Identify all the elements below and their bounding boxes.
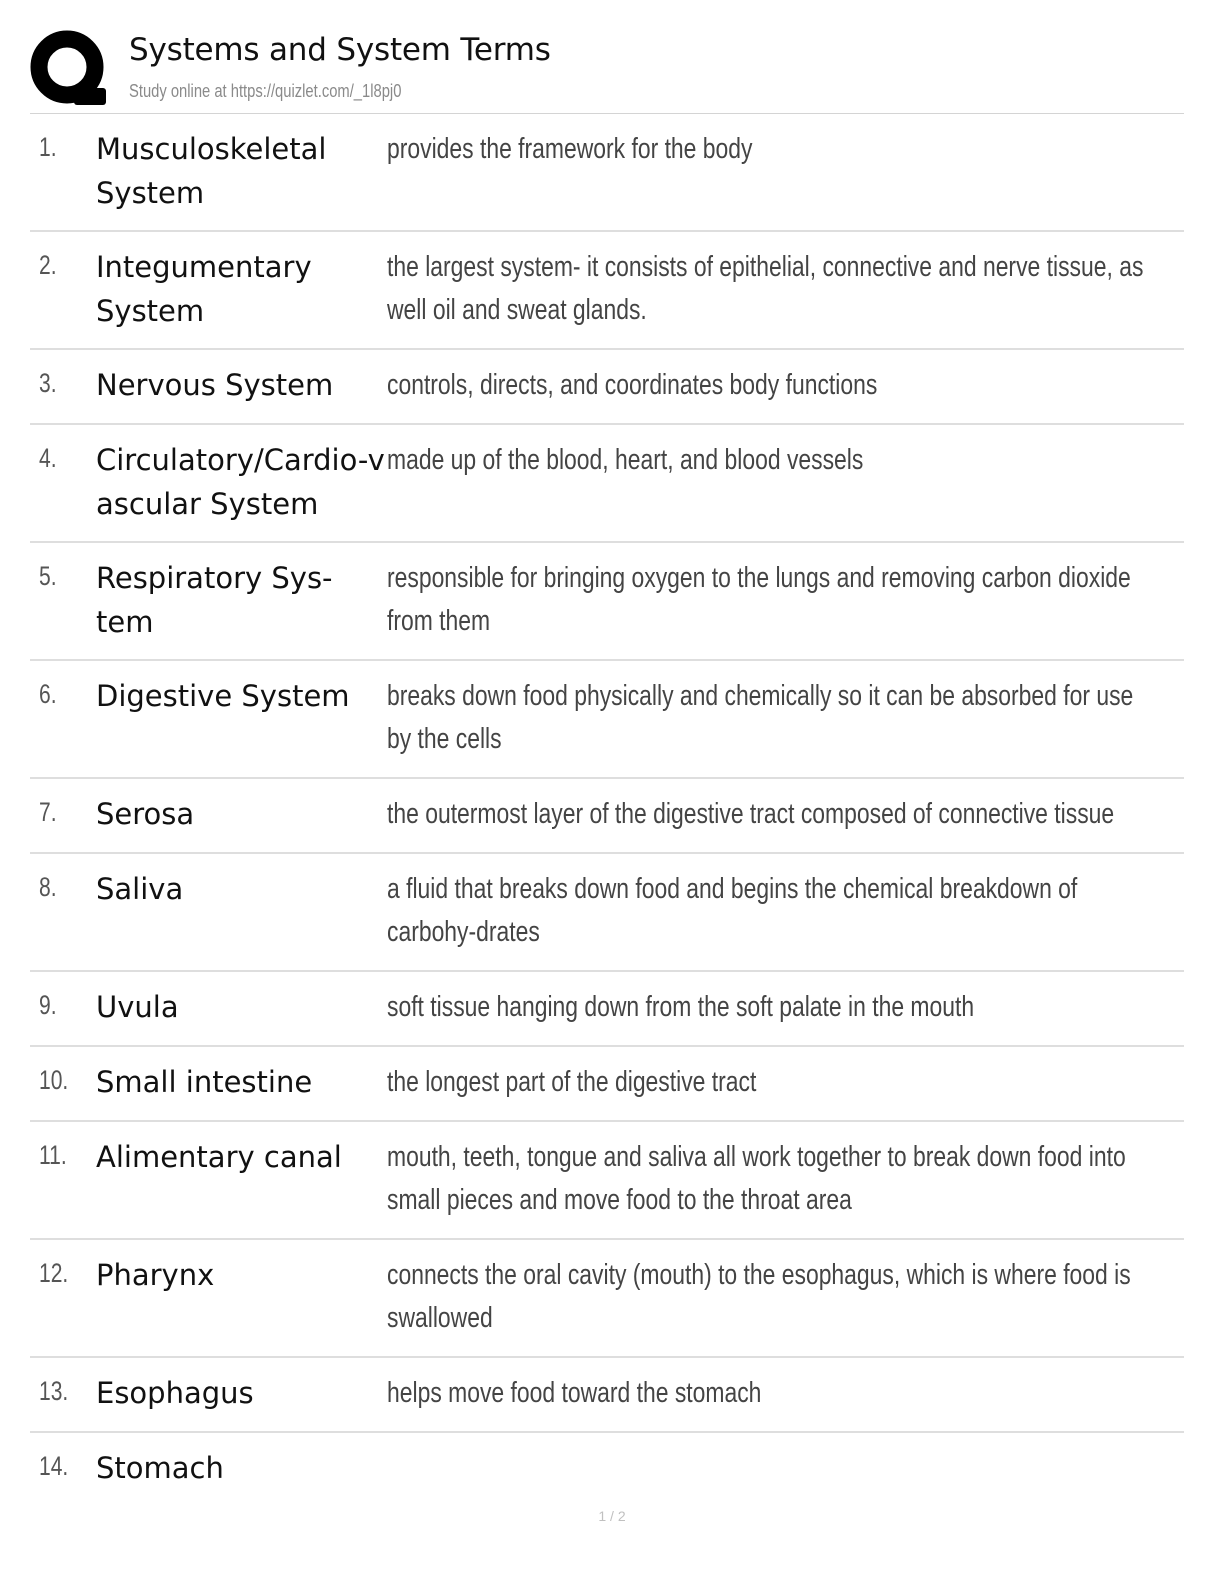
term-row xyxy=(30,1358,1184,1433)
term-row xyxy=(30,972,1184,1047)
term-definition: helps move food toward the stomach xyxy=(387,1377,762,1409)
term-definition: breaks down food physically and chemically so it can be absorbed for use by the cells xyxy=(387,680,1134,755)
term-number: 3. xyxy=(39,368,57,398)
term-definition: the longest part of the digestive tract xyxy=(387,1066,757,1098)
term-number: 2. xyxy=(39,250,57,280)
term-name: Stomach xyxy=(96,1451,224,1485)
term-definition: controls, directs, and coordinates body functions xyxy=(387,369,878,401)
term-number: 1. xyxy=(39,132,57,162)
term-name: Esophagus xyxy=(96,1376,254,1410)
term-row xyxy=(30,1433,1184,1508)
term-number: 11. xyxy=(39,1140,67,1170)
term-definition: a fluid that breaks down food and begins the chemical breakdown of carbohy-drates xyxy=(387,873,1078,948)
page-title: Systems and System Terms xyxy=(129,32,551,68)
term-number: 6. xyxy=(39,679,57,709)
term-name: Musculoskeletal System xyxy=(96,132,327,210)
term-name: Alimentary canal xyxy=(96,1140,342,1174)
term-name: Small intestine xyxy=(96,1065,313,1099)
term-name: Integumentary System xyxy=(96,250,312,328)
term-name: Nervous System xyxy=(96,368,334,402)
term-number: 7. xyxy=(39,797,57,827)
term-name: Circulatory/Cardio-vascular System xyxy=(96,443,385,521)
term-number: 13. xyxy=(39,1376,69,1406)
term-name: Pharynx xyxy=(96,1258,215,1292)
term-number: 5. xyxy=(39,561,57,591)
term-definition: provides the framework for the body xyxy=(387,133,753,165)
quizlet-logo-icon xyxy=(30,30,108,108)
term-row xyxy=(30,232,1184,350)
term-row xyxy=(30,350,1184,425)
term-row xyxy=(30,779,1184,854)
term-list xyxy=(30,114,1184,1508)
term-definition: the largest system- it consists of epithelial, connective and nerve tissue, as well oil and sweat glands. xyxy=(387,251,1144,326)
term-row xyxy=(30,1047,1184,1122)
term-name: Digestive System xyxy=(96,679,350,713)
term-row xyxy=(30,1240,1184,1358)
study-online-link-text: Study online at https://quizlet.com/_1l8pj0 xyxy=(129,81,402,101)
term-definition: made up of the blood, heart, and blood vessels xyxy=(387,444,864,476)
page-number: 1 / 2 xyxy=(598,1508,626,1524)
term-name: Serosa xyxy=(96,797,195,831)
term-number: 4. xyxy=(39,443,57,473)
term-number: 9. xyxy=(39,990,57,1020)
term-row xyxy=(30,854,1184,972)
term-row xyxy=(30,543,1184,661)
term-row xyxy=(30,661,1184,779)
term-number: 8. xyxy=(39,872,57,902)
document-header xyxy=(30,28,1190,114)
term-number: 14. xyxy=(39,1451,69,1481)
term-definition: the outermost layer of the digestive tract composed of connective tissue xyxy=(387,798,1115,830)
term-name: Uvula xyxy=(96,990,179,1024)
term-definition: soft tissue hanging down from the soft palate in the mouth xyxy=(387,991,975,1023)
term-number: 10. xyxy=(39,1065,69,1095)
term-definition: responsible for bringing oxygen to the lungs and removing carbon dioxide from them xyxy=(387,562,1131,637)
term-row xyxy=(30,1122,1184,1240)
term-name: Saliva xyxy=(96,872,184,906)
term-definition: connects the oral cavity (mouth) to the esophagus, which is where food is swallowed xyxy=(387,1259,1131,1334)
term-definition: mouth, teeth, tongue and saliva all work together to break down food into small pieces and move food to the throat area xyxy=(387,1141,1126,1216)
term-name: Respiratory Sys-tem xyxy=(96,561,333,639)
term-number: 12. xyxy=(39,1258,69,1288)
term-row xyxy=(30,425,1184,543)
term-row xyxy=(30,114,1184,232)
